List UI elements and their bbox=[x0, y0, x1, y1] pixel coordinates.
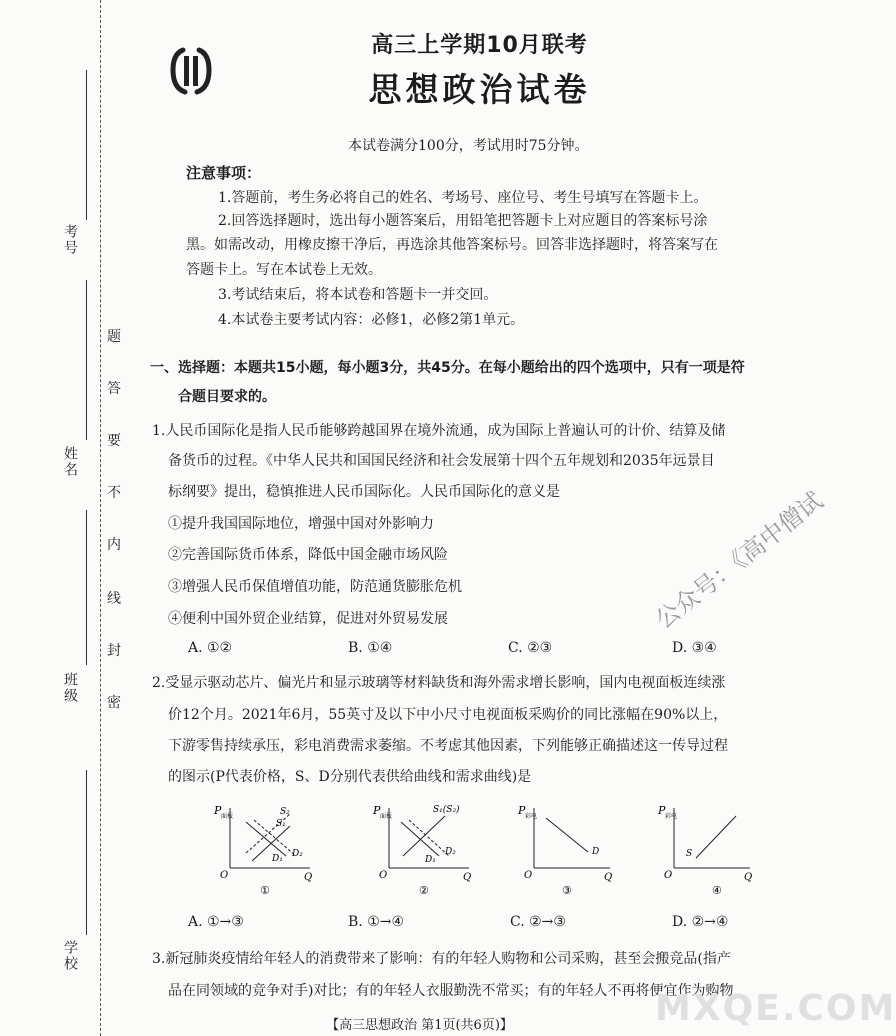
seal-char: 答 bbox=[107, 381, 121, 397]
question-stem: 备货币的过程。《中华人民共和国国民经济和社会发展第十四个五年规划和2035年远景目 bbox=[168, 453, 715, 469]
watermark-text: 公众号：《高中僧试 bbox=[650, 486, 829, 635]
q-axis-label: Q bbox=[463, 872, 472, 883]
seal-char: 内 bbox=[107, 537, 121, 553]
question-stem: 的图示(P代表价格，S、D分别代表供给曲线和需求曲线)是 bbox=[168, 769, 532, 785]
answer-option-c[interactable]: C. ②③ bbox=[508, 640, 553, 656]
class-label: 班级 bbox=[62, 672, 78, 704]
p-axis-sub: 面板 bbox=[380, 813, 393, 820]
answer-option-d[interactable]: D. ③④ bbox=[672, 640, 717, 656]
notice-line: 2.回答选择题时，选出每小题答案后，用铅笔把答题卡上对应题目的答案标号涂 bbox=[218, 213, 708, 229]
exam-no-label: 考号 bbox=[62, 224, 78, 256]
page-footer: 【高三思想政治 第1页(共6页)】 bbox=[326, 1018, 513, 1033]
seal-char: 封 bbox=[107, 643, 121, 659]
school-label: 学校 bbox=[62, 940, 78, 972]
curve-label: D bbox=[592, 847, 600, 857]
origin-label: O bbox=[220, 870, 229, 881]
supply-demand-graph-1 bbox=[208, 798, 318, 898]
p-axis-label: P bbox=[518, 804, 526, 817]
answer-option-a[interactable]: A. ①② bbox=[188, 640, 233, 656]
p-axis-label: P bbox=[214, 804, 222, 817]
curve-label: D₁ bbox=[272, 854, 283, 864]
seal-char: 线 bbox=[107, 591, 121, 607]
notice-line: 黑。如需改动，用橡皮擦干净后，再选涂其他答案标号。回答非选择题时，将答案写在 bbox=[186, 237, 718, 253]
q-axis-label: Q bbox=[604, 872, 613, 883]
notice-line: 4.本试卷主要考试内容：必修1，必修2第1单元。 bbox=[218, 312, 525, 328]
curve-label: S₁(S₂) bbox=[433, 805, 460, 815]
graph-number: ① bbox=[260, 884, 270, 897]
question-stem: 2.受显示驱动芯片、偏光片和显示玻璃等材料缺货和海外需求增长影响，国内电视面板连续涨 bbox=[152, 675, 726, 691]
q-axis-label: Q bbox=[304, 872, 313, 883]
exam-title: 高三上学期10月联考 bbox=[371, 33, 588, 58]
p-axis-sub: 彩电 bbox=[525, 813, 538, 820]
answer-option-a[interactable]: A. ①→③ bbox=[188, 914, 244, 930]
notice-line: 1.答题前，考生务必将自己的姓名、考场号、座位号、考生号填写在答题卡上。 bbox=[218, 190, 708, 206]
school-blank bbox=[86, 770, 87, 935]
class-blank bbox=[86, 510, 87, 665]
subject-title: 思想政治试卷 bbox=[368, 70, 591, 109]
curve-label: S₂ bbox=[280, 807, 290, 817]
supply-demand-graph-3 bbox=[512, 798, 622, 898]
question-stem: 价12个月。2021年6月，55英寸及以下中小尺寸电视面板采购价的同比涨幅在90%以上， bbox=[168, 707, 728, 723]
corner-watermark: MXQE.COM bbox=[655, 988, 896, 1029]
supply-demand-graph-4 bbox=[652, 798, 762, 898]
question-stem: 1.人民币国际化是指人民币能够跨越国界在境外流通，成为国际上普遍认可的计价、结算及储 bbox=[152, 423, 726, 439]
question-stem: 标纲要》提出，稳慎推进人民币国际化。人民币国际化的意义是 bbox=[168, 484, 560, 500]
origin-label: O bbox=[664, 870, 673, 881]
curve-label: S bbox=[686, 849, 693, 859]
curve-label: D₂ bbox=[292, 849, 303, 859]
p-axis-label: P bbox=[658, 804, 666, 817]
curve-label: D₂ bbox=[445, 847, 456, 857]
q-axis-label: Q bbox=[744, 872, 753, 883]
section-heading-cont: 合题目要求的。 bbox=[178, 389, 276, 405]
p-axis-sub: 面板 bbox=[221, 813, 234, 820]
p-axis-sub: 彩电 bbox=[665, 813, 678, 820]
statement-item: ②完善国际货币体系，降低中国金融市场风险 bbox=[168, 547, 448, 563]
name-label: 姓名 bbox=[62, 446, 78, 478]
exam-info: 本试卷满分100分，考试用时75分钟。 bbox=[348, 138, 589, 154]
origin-label: O bbox=[379, 870, 388, 881]
seal-char: 不 bbox=[107, 485, 121, 501]
statement-item: ①提升我国国际地位，增强中国对外影响力 bbox=[168, 516, 434, 532]
question-stem: 下游零售持续承压，彩电消费需求萎缩。不考虑其他因素，下列能够正确描述这一传导过程 bbox=[168, 738, 728, 754]
p-axis-label: P bbox=[373, 804, 381, 817]
origin-label: O bbox=[524, 870, 533, 881]
question-stem: 3.新冠肺炎疫情给年轻人的消费带来了影响：有的年轻人购物和公司采购，甚至会搬竞品(指产 bbox=[152, 951, 731, 967]
graph-number: ② bbox=[419, 884, 429, 897]
answer-option-c[interactable]: C. ②→③ bbox=[510, 914, 566, 930]
section-heading: 一、选择题：本题共15小题，每小题3分，共45分。在每小题给出的四个选项中，只有一项是符 bbox=[150, 360, 745, 376]
notice-line: 答题卡上。写在本试卷上无效。 bbox=[186, 262, 382, 278]
statement-item: ④便利中国外贸企业结算，促进对外贸易发展 bbox=[168, 611, 448, 627]
answer-option-d[interactable]: D. ②→④ bbox=[672, 914, 729, 930]
notice-heading: 注意事项： bbox=[186, 164, 262, 182]
answer-option-b[interactable]: B. ①④ bbox=[348, 640, 393, 656]
binding-margin-line bbox=[100, 0, 101, 1036]
notice-line: 3.考试结束后，将本试卷和答题卡一并交回。 bbox=[218, 287, 498, 303]
graph-number: ③ bbox=[562, 884, 572, 897]
seal-char: 要 bbox=[107, 433, 121, 449]
question-stem: 品在同领域的竞争对手)对比；有的年轻人衣服勤洗不常买；有的年轻人不再将便宜作为购物 bbox=[168, 983, 734, 999]
supply-demand-graph-2 bbox=[367, 798, 477, 898]
graph-number: ④ bbox=[712, 884, 722, 897]
curve-label: S₁ bbox=[276, 819, 286, 829]
seal-char: 题 bbox=[107, 329, 121, 345]
seal-char: 密 bbox=[107, 695, 121, 711]
statement-item: ③增强人民币保值增值功能，防范通货膨胀危机 bbox=[168, 579, 462, 595]
answer-option-b[interactable]: B. ①→④ bbox=[348, 914, 405, 930]
name-blank bbox=[86, 280, 87, 440]
curve-label: D₁ bbox=[425, 855, 436, 865]
